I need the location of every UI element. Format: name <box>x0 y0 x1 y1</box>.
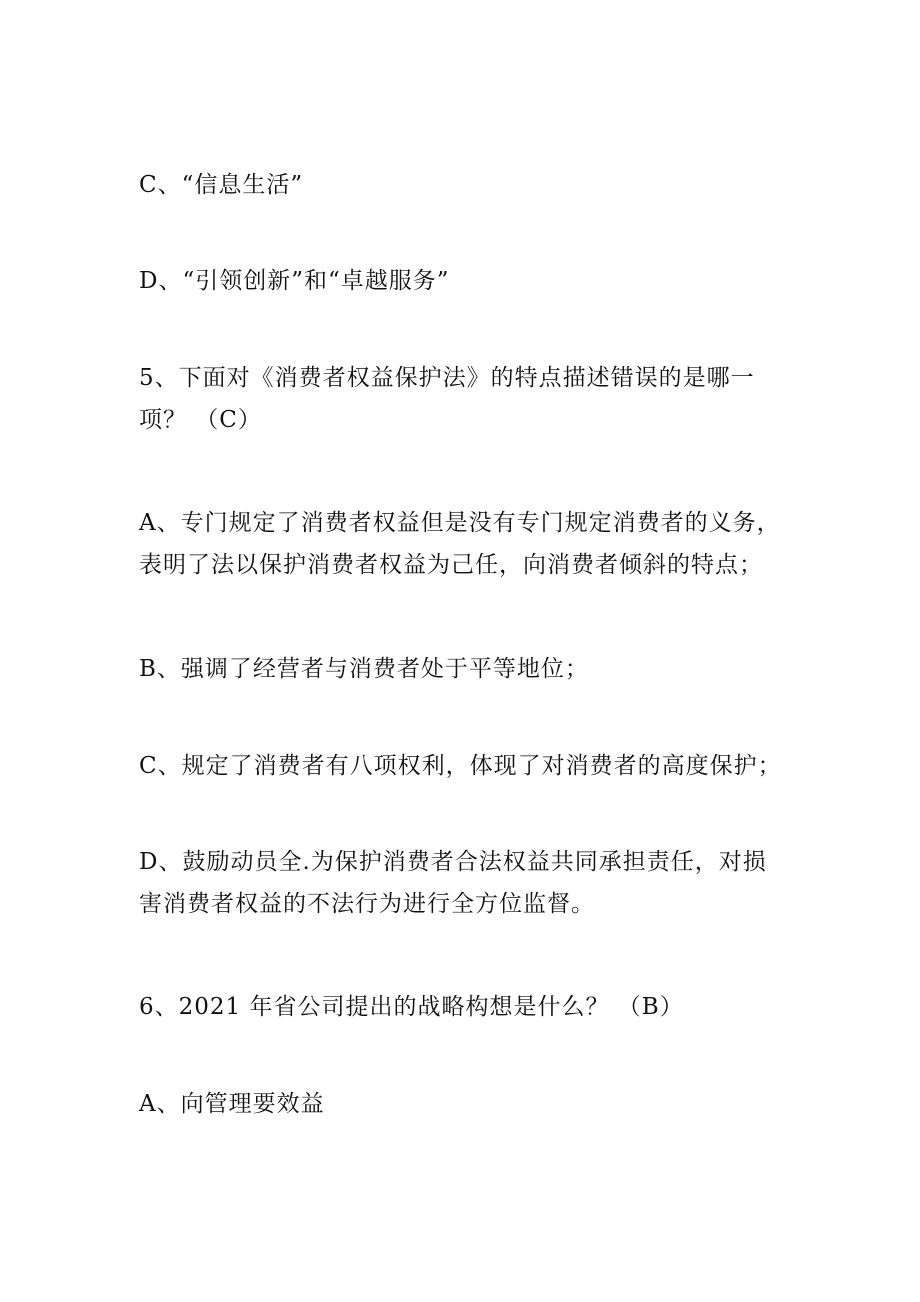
text-line: 6、2021 年省公司提出的战略构想是什么？ （B） <box>139 994 684 1020</box>
text-line: 表明了法以保护消费者权益为己任，向消费者倾斜的特点； <box>139 552 763 578</box>
text-line: A、向管理要效益 <box>139 1091 325 1117</box>
text-line: A、专门规定了消费者权益但是没有专门规定消费者的义务， <box>139 510 781 536</box>
text-line: C、“信息生活” <box>139 172 304 198</box>
text-line: C、规定了消费者有八项权利，体现了对消费者的高度保护； <box>139 753 782 779</box>
text-line: D、“引领创新”和“卓越服务” <box>139 268 450 294</box>
q5-option-c <box>139 745 799 787</box>
q5-option-d <box>139 841 799 925</box>
text-line: 项？ （C） <box>139 407 262 433</box>
q6-question <box>139 986 799 1028</box>
text-line: B、强调了经营者与消费者处于平等地位； <box>139 656 589 682</box>
q5-question <box>139 357 799 441</box>
q5-option-a <box>139 502 799 586</box>
q6-option-a <box>139 1083 799 1125</box>
text-line: D、鼓励动员全.为保护消费者合法权益共同承担责任，对损 <box>139 849 767 875</box>
q4-option-d <box>139 260 799 302</box>
q4-option-c <box>139 164 799 206</box>
q5-option-b <box>139 648 799 690</box>
text-line: 5、下面对《消费者权益保护法》的特点描述错误的是哪一 <box>139 365 755 391</box>
text-line: 害消费者权益的不法行为进行全方位监督。 <box>139 891 595 917</box>
